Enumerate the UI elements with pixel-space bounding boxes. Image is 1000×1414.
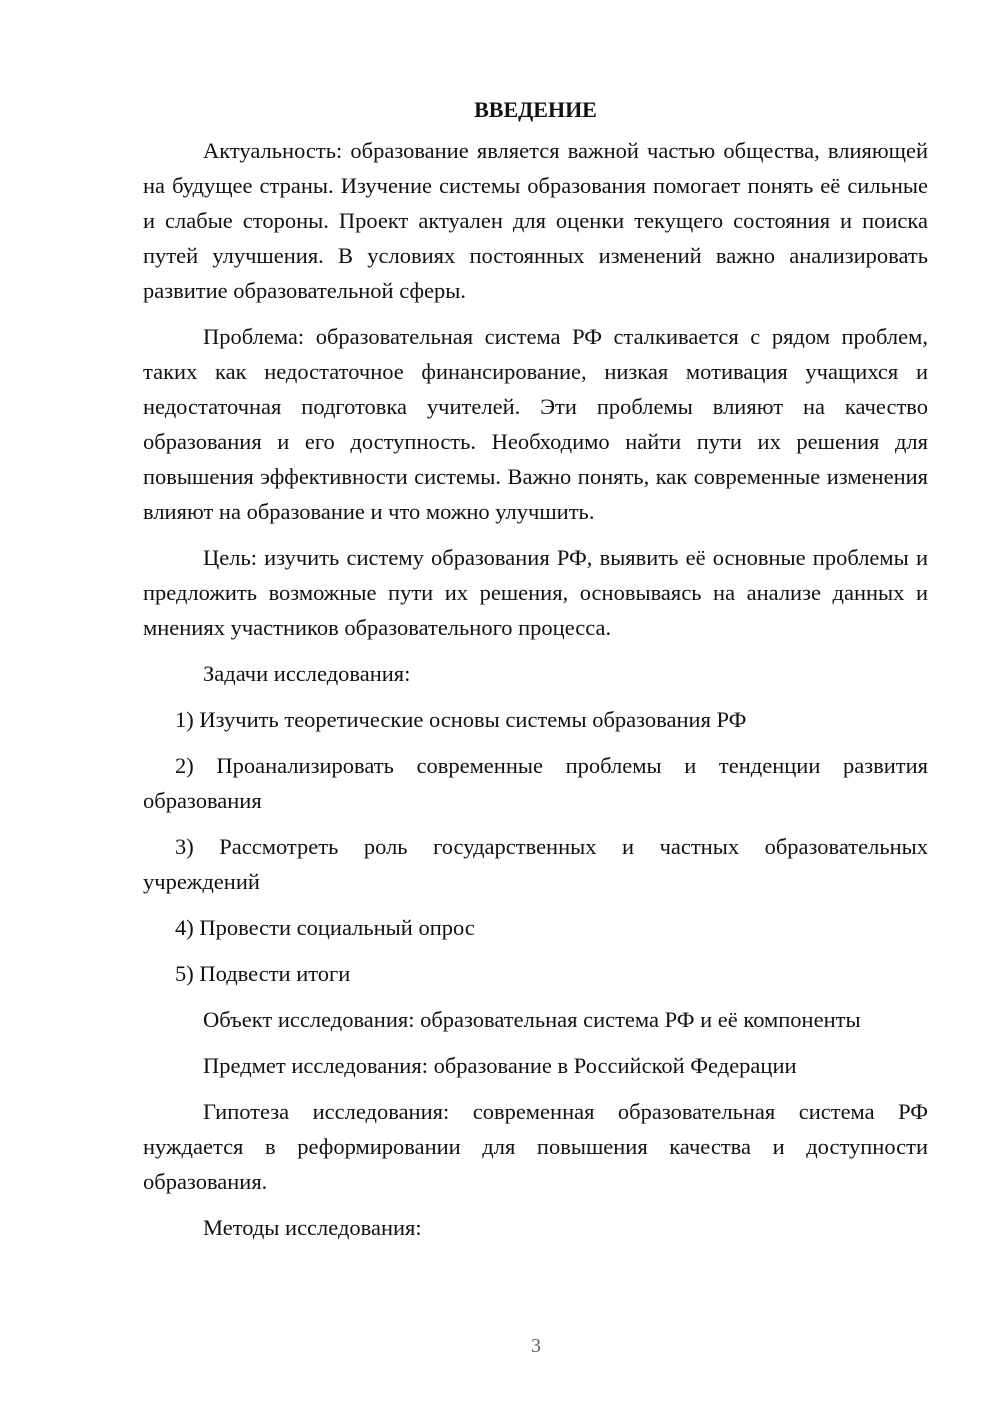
task-item: 4) Провести социальный опрос	[175, 915, 475, 940]
paragraph-problem: Проблема: образовательная система РФ сталкивается с рядом проблем, таких как недостаточное финансирование, низкая мотивация учащихся и недостаточная подготовка учителей. Эти проблемы влияют на качество образования и его доступность. Необходимо найти пути их решения для повышения эффективности системы. Важно понять, как современные изменения влияют на образование и что можно улучшить.	[143, 324, 928, 524]
page-number: 3	[531, 1335, 541, 1357]
task-item: 5) Подвести итоги	[175, 961, 351, 986]
task-item: 3) Рассмотреть роль государственных и частных образовательных учреждений	[143, 834, 928, 894]
page-content	[143, 95, 928, 1256]
paragraph-goal: Цель: изучить систему образования РФ, выявить её основные проблемы и предложить возможные пути их решения, основываясь на анализе данных и мнениях участников образовательного процесса.	[143, 545, 928, 640]
paragraph-object: Объект исследования: образовательная система РФ и её компоненты	[203, 1007, 861, 1032]
paragraph-tasks-heading: Задачи исследования:	[203, 661, 411, 686]
paragraph-subject: Предмет исследования: образование в Российской Федерации	[203, 1053, 797, 1078]
section-title: ВВЕДЕНИЕ	[474, 97, 597, 122]
task-item: 1) Изучить теоретические основы системы образования РФ	[175, 707, 747, 732]
paragraph-methods: Методы исследования:	[203, 1215, 422, 1240]
paragraph-hypothesis: Гипотеза исследования: современная образовательная система РФ нуждается в реформировании для повышения качества и доступности образования.	[143, 1099, 928, 1194]
paragraph-relevance: Актуальность: образование является важной частью общества, влияющей на будущее страны. Изучение системы образования помогает понять её сильные и слабые стороны. Проект актуален для оценки текущего состояния и поиска путей улучшения. В условиях постоянных изменений важно анализировать развитие образовательной сферы.	[143, 138, 928, 303]
task-item: 2) Проанализировать современные проблемы и тенденции развития образования	[143, 753, 928, 813]
